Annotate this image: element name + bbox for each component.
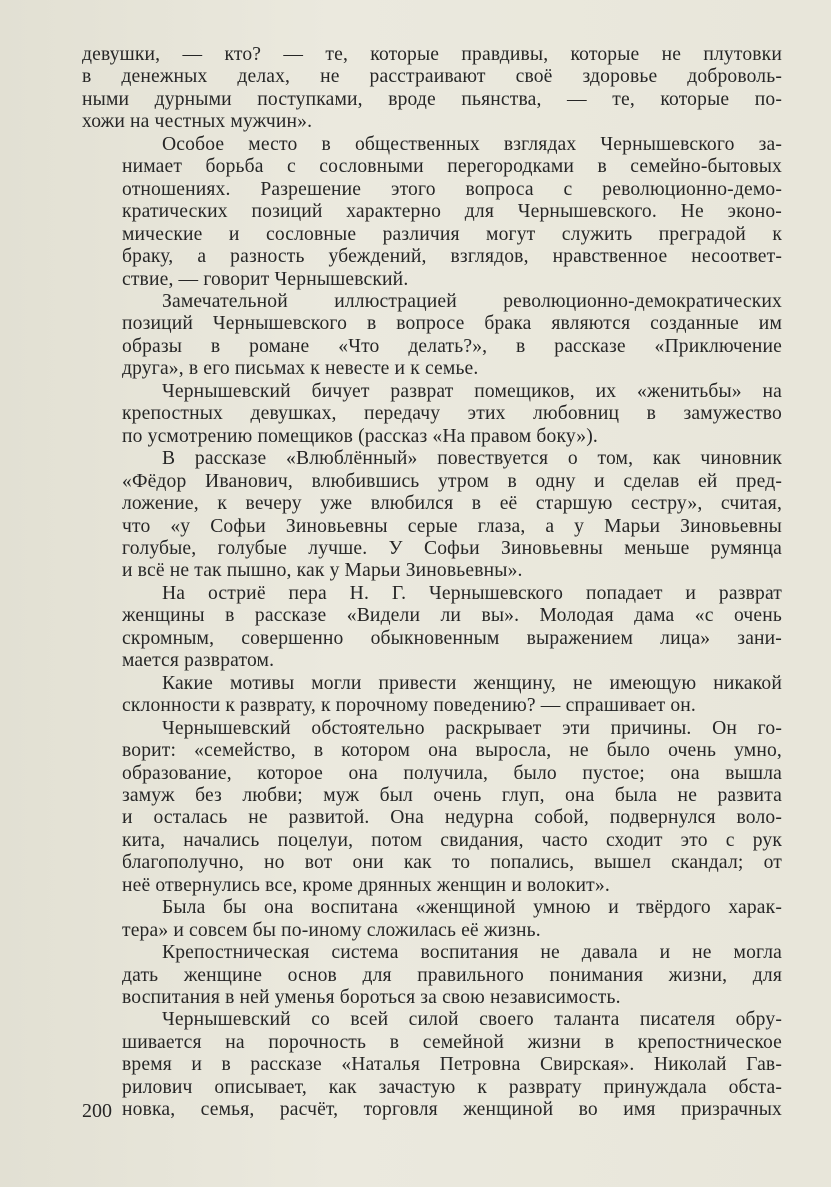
text-line: позиций Чернышевского в вопросе брака являются созданные им	[122, 313, 782, 335]
text-line: В рассказе «Влюблённый» повествуется о том, как чиновник	[162, 448, 782, 470]
text-line: хожи на честных мужчин».	[82, 111, 313, 133]
text-line: благополучно, но вот они как то попались, вышел скандал; от	[122, 852, 782, 874]
paragraph	[82, 1009, 782, 1121]
text-line: по усмотрению помещиков (рассказ «На правом боку»).	[122, 425, 598, 447]
text-line: ствие, — говорит Чернышевский.	[122, 268, 409, 290]
paragraph	[82, 291, 782, 381]
paragraph	[82, 44, 782, 134]
text-line: образование, которое она получила, было пустое; она вышла	[122, 762, 782, 784]
text-line: шивается на порочность в семейной жизни в крепостническое	[122, 1031, 782, 1053]
text-line: На остриё пера Н. Г. Чернышевского попадает и разврат	[162, 582, 782, 604]
text-line: Замечательной иллюстрацией революционно-демократических	[162, 290, 782, 312]
text-line: «Фёдор Иванович, влюбившись утром в одну и сделав ей пред-	[122, 470, 782, 492]
text-line: крепостных девушках, передачу этих любовниц в замужество	[122, 403, 782, 425]
text-line: кита, начались поцелуи, потом свидания, часто сходит это с рук	[122, 829, 782, 851]
text-line: Особое место в общественных взглядах Чернышевского за-	[162, 133, 782, 155]
text-line: женщины в рассказе «Видели ли вы». Молодая дама «с очень	[122, 605, 782, 627]
text-line: и всё не так пышно, как у Марьи Зиновьевны».	[122, 560, 523, 582]
text-line: Какие мотивы могли привести женщину, не имеющую никакой	[162, 672, 782, 694]
text-line: Чернышевский со всей силой своего таланта писателя обру-	[162, 1009, 782, 1031]
text-line: воспитания в ней уменья бороться за свою независимость.	[122, 987, 621, 1009]
text-line: ными дурными поступками, вроде пьянства, — те, которые по-	[82, 88, 782, 110]
text-line: друга», в его письмах к невесте и к семье.	[122, 358, 479, 380]
text-line: мические и сословные различия могут служить преградой к	[122, 223, 782, 245]
paragraph	[82, 381, 782, 448]
paragraph	[82, 583, 782, 673]
text-line: голубые, голубые лучше. У Софьи Зиновьевны меньше румянца	[122, 537, 782, 559]
text-line: склонности к разврату, к порочному поведению? — спрашивает он.	[122, 695, 696, 717]
text-line: скромным, совершенно обыкновенным выражением лица» зани-	[122, 627, 782, 649]
text-line: Была бы она воспитана «женщиной умною и твёрдого харак-	[162, 897, 782, 919]
text-line: неё отвернулись все, кроме дрянных женщин и волокит».	[122, 874, 610, 896]
paragraph	[82, 942, 782, 1009]
text-line: девушки, — кто? — те, которые правдивы, которые не плутовки	[82, 44, 782, 65]
paragraph	[82, 897, 782, 942]
text-line: нимает борьба с сословными перегородками в семейно-бытовых	[122, 156, 782, 178]
text-line: что «у Софьи Зиновьевны серые глаза, а у Марьи Зиновьевны	[122, 515, 782, 537]
text-line: кратических позиций характерно для Чернышевского. Не эконо-	[122, 201, 782, 223]
text-line: Чернышевский обстоятельно раскрывает эти причины. Он го-	[162, 717, 782, 739]
text-line: в денежных делах, не расстраивают своё здоровье доброволь-	[82, 66, 782, 88]
paragraph	[82, 718, 782, 898]
paragraph	[82, 134, 782, 291]
text-line: время и в рассказе «Наталья Петровна Свирская». Николай Гав-	[122, 1054, 782, 1076]
paragraph	[82, 673, 782, 718]
page-body-text	[82, 44, 782, 1122]
text-line: замуж без любви; муж был очень глуп, она была не развита	[122, 784, 782, 806]
page-number: 200	[82, 1100, 112, 1122]
text-line: Чернышевский бичует разврат помещиков, их «женитьбы» на	[162, 380, 782, 402]
text-line: образы в романе «Что делать?», в рассказе «Приключение	[122, 335, 782, 357]
text-line: новка, семья, расчёт, торговля женщиной во имя призрачных	[122, 1099, 782, 1121]
text-line: ворит: «семейство, в котором она выросла, не было очень умно,	[122, 740, 782, 762]
text-line: отношениях. Разрешение этого вопроса с революционно-демо-	[122, 178, 782, 200]
text-line: ложение, к вечеру уже влюбился в её старшую сестру», считая,	[122, 493, 782, 515]
text-line: и осталась не развитой. Она недурна собой, подвернулся воло-	[122, 807, 782, 829]
text-line: тера» и совсем бы по-иному сложилась её жизнь.	[122, 919, 541, 941]
text-line: браку, а разность убеждений, взглядов, нравственное несоответ-	[122, 246, 782, 268]
text-line: Крепостническая система воспитания не давала и не могла	[162, 942, 782, 964]
text-line: мается развратом.	[122, 650, 275, 672]
paragraph	[82, 448, 782, 583]
text-line: дать женщине основ для правильного понимания жизни, для	[122, 964, 782, 986]
text-line: рилович описывает, как зачастую к разврату принуждала обста-	[122, 1076, 782, 1098]
